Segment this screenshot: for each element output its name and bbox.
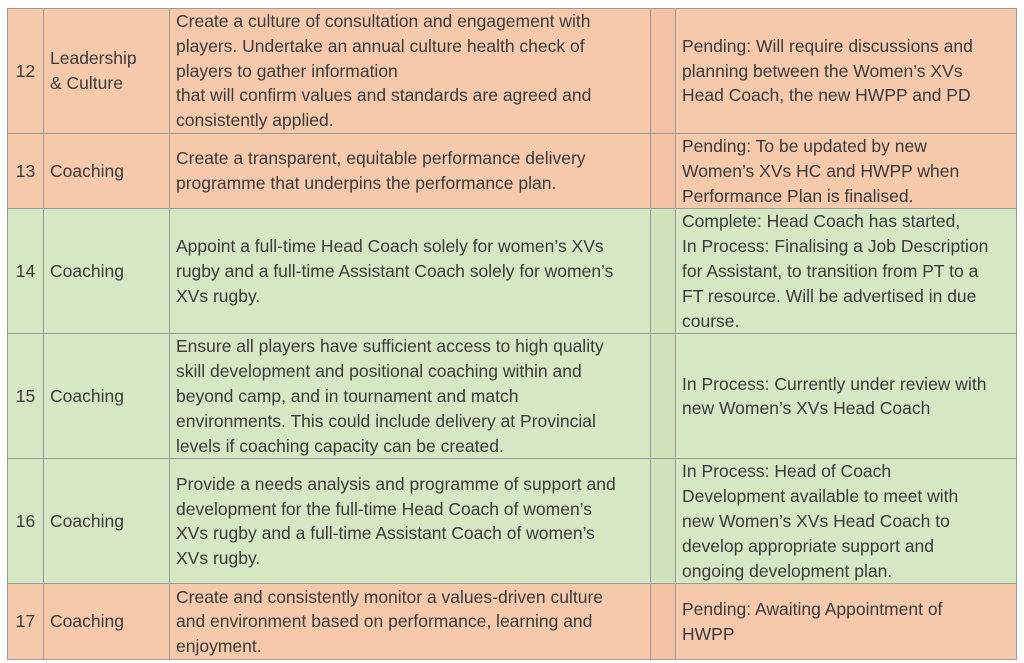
spacer-cell [651,334,676,459]
recommendation-text: Create and consistently monitor a values-driven culture and environment based on performance, learning and enjoyment. [170,584,651,660]
row-number: 13 [8,133,44,208]
status-text: In Process: Currently under review with new Women’s XVs Head Coach [676,334,1017,459]
focus-area: Coaching [44,133,170,208]
recommendation-text: Create a transparent, equitable performance delivery programme that underpins the performance plan. [170,133,651,208]
focus-area: Coaching [44,459,170,584]
table-row [8,334,1017,459]
row-number: 17 [8,584,44,660]
spacer-cell [651,133,676,208]
focus-area: Coaching [44,209,170,334]
spacer-cell [651,459,676,584]
action-plan-table [7,8,1017,660]
status-text: In Process: Head of Coach Development available to meet with new Women’s XVs Head Coach to develop appropriate support and ongoing development plan. [676,459,1017,584]
recommendation-text: Ensure all players have sufficient access to high quality skill development and positional coaching within and beyond camp, and in tournament and match environments. This could include delivery at Provincial levels if coaching capacity can be created. [170,334,651,459]
row-number: 12 [8,9,44,134]
table-row [8,209,1017,334]
table-row [8,459,1017,584]
table-row [8,133,1017,208]
focus-area: Leadership & Culture [44,9,170,134]
spacer-cell [651,584,676,660]
row-number: 16 [8,459,44,584]
spacer-cell [651,209,676,334]
recommendation-text: Provide a needs analysis and programme of support and development for the full-time Head Coach of women’s XVs rugby and a full-time Assistant Coach of women’s XVs rugby. [170,459,651,584]
row-number: 15 [8,334,44,459]
status-text: Complete: Head Coach has started, In Process: Finalising a Job Description for Assistant, to transition from PT to a FT resource. Will be advertised in due course. [676,209,1017,334]
table-row [8,584,1017,660]
table-row [8,9,1017,134]
row-number: 14 [8,209,44,334]
focus-area: Coaching [44,584,170,660]
focus-area: Coaching [44,334,170,459]
status-text: Pending: Will require discussions and planning between the Women’s XVs Head Coach, the new HWPP and PD [676,9,1017,134]
recommendation-text: Appoint a full-time Head Coach solely for women’s XVs rugby and a full-time Assistant Coach solely for women’s XVs rugby. [170,209,651,334]
status-text: Pending: Awaiting Appointment of HWPP [676,584,1017,660]
status-text: Pending: To be updated by new Women’s XVs HC and HWPP when Performance Plan is finalised. [676,133,1017,208]
spacer-cell [651,9,676,134]
recommendation-text: Create a culture of consultation and engagement with players. Undertake an annual culture health check of players to gather information that will confirm values and standards are agreed and consistently applied. [170,9,651,134]
